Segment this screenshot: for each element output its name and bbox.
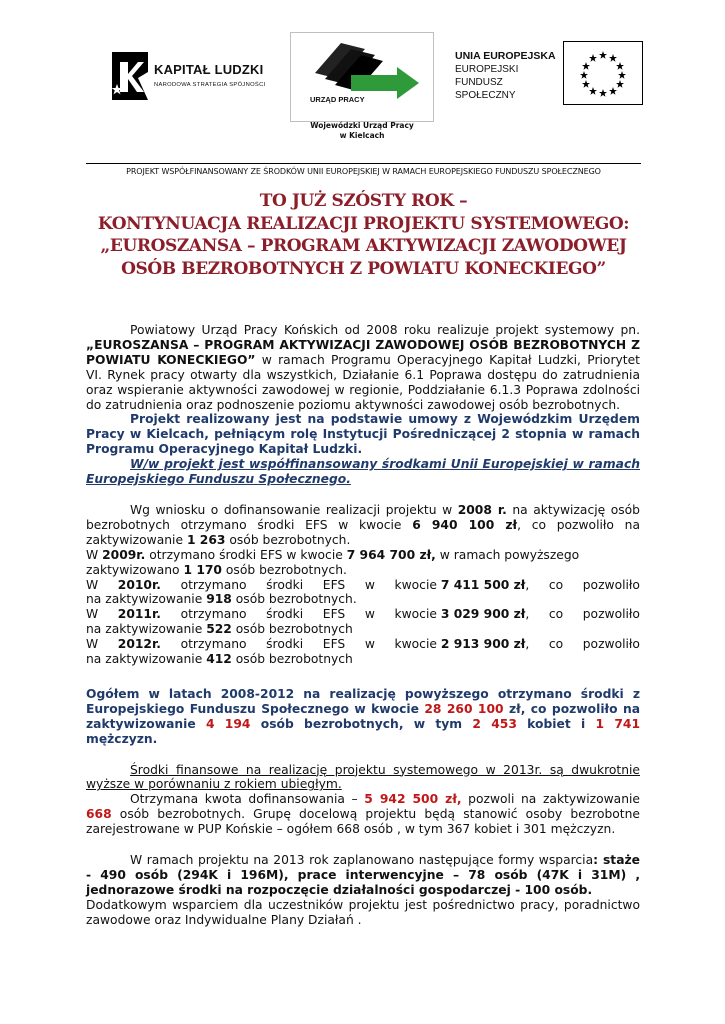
funding-2009-line2 bbox=[86, 563, 640, 578]
funding-2011-pozwolilo: pozwoliło bbox=[582, 607, 640, 622]
funding-2011-text-a: na zaktywizowanie bbox=[86, 622, 207, 637]
funding-2011-otrz: otrzymano bbox=[180, 607, 247, 622]
funding-2010-year: 2010r. bbox=[117, 577, 161, 592]
urzad-pracy-label: URZĄD PRACY bbox=[310, 95, 365, 104]
eu-line3: FUNDUSZ SPOŁECZNY bbox=[455, 77, 516, 101]
funding-2011-line2 bbox=[86, 622, 640, 637]
summary-paragraph bbox=[86, 687, 640, 747]
funding-2011-kw: kwocie bbox=[394, 607, 437, 622]
funding-2010 bbox=[86, 578, 640, 593]
funding-2012-co: co bbox=[548, 637, 564, 652]
kapital-ludzki-logo bbox=[108, 48, 278, 108]
funding-2013-text-a: Otrzymana kwota dofinansowania – bbox=[130, 792, 365, 807]
funding-2012-efs: EFS bbox=[322, 637, 346, 652]
summary-text-e: mężczyzn. bbox=[86, 731, 158, 746]
funding-2010-text-a: na zaktywizowanie bbox=[86, 592, 207, 607]
funding-2010-amount-group bbox=[394, 578, 529, 593]
funding-2009-text-a: W bbox=[86, 547, 103, 562]
funding-2012-text-b: osób bezrobotnych bbox=[231, 652, 353, 667]
funding-2010-otrz: otrzymano bbox=[180, 577, 247, 592]
funding-2011-w: W bbox=[86, 607, 99, 622]
funding-2012-otrz: otrzymano bbox=[180, 637, 247, 652]
funding-2011-co: co bbox=[548, 607, 564, 622]
document-body bbox=[86, 323, 640, 928]
header-divider bbox=[86, 163, 641, 164]
eu-stars-icon bbox=[564, 42, 642, 104]
funding-2009-text-d: zaktywizowano bbox=[86, 562, 184, 577]
funding-2009-text-c: w ramach powyższego bbox=[435, 547, 580, 562]
summary-text-d: kobiet i bbox=[516, 716, 596, 731]
title-line3: „EUROSZANSA – PROGRAM AKTYWIZACJI ZAWODOWEJ bbox=[100, 236, 627, 256]
wup-caption bbox=[290, 121, 434, 141]
kapital-ludzki-title: KAPITAŁ LUDZKI bbox=[154, 62, 264, 77]
kapital-ludzki-subtitle: NARODOWA STRATEGIA SPÓJNOŚCI bbox=[154, 82, 266, 88]
funding-2011-year: 2011r. bbox=[117, 607, 161, 622]
intro-text-a: Powiatowy Urząd Pracy Końskich od 2008 roku realizuje projekt systemowy pn. bbox=[130, 323, 640, 337]
funding-2010-amount: 7 411 500 zł bbox=[440, 577, 526, 592]
funding-2009-year: 2009r. bbox=[102, 547, 146, 562]
funding-2010-comma: , bbox=[525, 577, 530, 592]
funding-2012-people: 412 bbox=[206, 652, 232, 667]
funding-2013-text-b: pozwoli na zaktywizowanie bbox=[461, 792, 640, 807]
funding-2013-paragraph: Środki finansowe na realizację projektu systemowego w 2013r. są dwukrotnie wyższe w porównaniu z rokiem ubiegłym. bbox=[86, 762, 640, 792]
funding-2012-amount-group bbox=[394, 637, 529, 652]
funding-2009-amount: 7 964 700 zł, bbox=[346, 547, 436, 562]
summary-text-c: osób bezrobotnych, w tym bbox=[250, 716, 473, 731]
support-paragraph bbox=[86, 853, 640, 898]
funding-2008 bbox=[86, 503, 640, 548]
funding-2010-co: co bbox=[548, 577, 564, 592]
funding-2013-amount-paragraph bbox=[86, 792, 640, 837]
funding-2008-text-c: , co pozwoliło na zaktywizowanie bbox=[86, 517, 640, 547]
funding-2011-efs: EFS bbox=[322, 607, 346, 622]
summary-men: 1 741 bbox=[595, 716, 641, 731]
funding-2012-line2 bbox=[86, 652, 640, 667]
funding-2012 bbox=[86, 637, 640, 652]
funding-2008-amount: 6 940 100 zł bbox=[412, 517, 518, 532]
funding-2009-text-e: osób bezrobotnych. bbox=[222, 562, 347, 577]
funding-2012-kw: kwocie bbox=[394, 637, 437, 652]
funding-2012-pozwolilo: pozwoliło bbox=[582, 637, 640, 652]
funding-2010-efs: EFS bbox=[322, 577, 346, 592]
funding-2010-kw: kwocie bbox=[394, 577, 437, 592]
summary-text-a: Ogółem w latach 2008-2012 na realizację powyższego otrzymano środki z Europejskiego Funduszu Społecznego w kwocie bbox=[86, 686, 640, 716]
funding-2010-pozwolilo: pozwoliło bbox=[582, 577, 640, 592]
funding-2010-text-b: osób bezrobotnych. bbox=[231, 592, 357, 607]
cofinancing-paragraph: W/w projekt jest współfinansowany środkami Unii Europejskiej w ramach Europejskiego Funduszu Społecznego. bbox=[86, 457, 640, 487]
funding-2012-text-a: na zaktywizowanie bbox=[86, 652, 207, 667]
eu-line2: EUROPEJSKI bbox=[455, 64, 519, 75]
funding-2012-w: W bbox=[86, 637, 99, 652]
funding-2008-text-b: na aktywizację osób bezrobotnych otrzymano środki EFS w kwocie bbox=[86, 502, 640, 532]
funding-2011 bbox=[86, 607, 640, 622]
support-additional: Dodatkowym wsparciem dla uczestników projektu jest pośrednictwo pracy, poradnictwo zawodowe oraz Indywidualne Plany Działań . bbox=[86, 897, 640, 927]
title-line1: TO JUŻ SZÓSTY ROK – bbox=[259, 191, 468, 211]
funding-2013-text-c: osób bezrobotnych. Grupę docelową projektu będą stanowić osoby bezrobotne zarejestrowane w PUP Końskie – ogółem 668 osób , w tym 367 kobiet i 301 mężczyzn. bbox=[86, 807, 640, 837]
urzad-pracy-arrow-icon bbox=[291, 33, 433, 121]
funding-2010-people: 918 bbox=[206, 592, 232, 607]
funding-2011-amount-group bbox=[394, 607, 529, 622]
urzad-pracy-logo bbox=[290, 32, 434, 122]
funding-2012-amount: 2 913 900 zł bbox=[440, 637, 526, 652]
funding-2011-comma: , bbox=[525, 607, 530, 622]
funding-2008-people: 1 263 bbox=[186, 532, 226, 547]
funding-2008-text-a: Wg wniosku o dofinansowanie realizacji projektu w bbox=[130, 502, 458, 517]
eu-fund-text bbox=[455, 50, 565, 102]
funding-2009-text-b: otrzymano środki EFS w kwocie bbox=[145, 547, 347, 562]
funding-2008-year: 2008 r. bbox=[457, 502, 507, 517]
funding-2011-ww: w bbox=[364, 607, 375, 622]
agreement-paragraph: Projekt realizowany jest na podstawie umowy z Wojewódzkim Urzędem Pracy w Kielcach, pełniącym rolę Instytucji Pośredniczącej 2 stopnia w ramach Programu Operacyjnego Kapitał Ludzki. bbox=[86, 412, 640, 457]
kapital-ludzki-emblem-icon bbox=[108, 48, 152, 104]
project-cofinancing-strip: PROJEKT WSPÓŁFINANSOWANY ZE ŚRODKÓW UNII EUROPEJSKIEJ W RAMACH EUROPEJSKIEGO FUNDUSZU SPOŁECZNEGO bbox=[126, 167, 601, 176]
funding-2011-srodki: środki bbox=[266, 607, 304, 622]
funding-2013-amount: 5 942 500 zł, bbox=[364, 792, 462, 807]
funding-2012-year: 2012r. bbox=[117, 637, 161, 652]
funding-2008-text-d: osób bezrobotnych. bbox=[225, 532, 351, 547]
summary-amount: 28 260 100 bbox=[424, 701, 504, 716]
title-line2: KONTYNUACJA REALIZACJI PROJEKTU SYSTEMOWEGO: bbox=[97, 213, 630, 234]
funding-2009 bbox=[86, 548, 640, 563]
funding-2009-people: 1 170 bbox=[183, 562, 222, 577]
funding-2010-w: W bbox=[86, 577, 99, 592]
funding-2011-amount: 3 029 900 zł bbox=[440, 607, 526, 622]
project-name: „EUROSZANSA – PROGRAM AKTYWIZACJI ZAWODOWEJ OSÓB BEZROBOTNYCH Z POWIATU KONECKIEGO” bbox=[86, 337, 640, 367]
funding-2011-people: 522 bbox=[206, 622, 232, 637]
summary-women: 2 453 bbox=[472, 716, 517, 731]
funding-2013-people: 668 bbox=[86, 807, 112, 822]
intro-text-c: w ramach Programu Operacyjnego Kapitał Ludzki, Priorytet VI. Rynek pracy otwarty dla wszystkich, Działanie 6.1 Poprawa dostępu do zatrudnienia oraz wspieranie aktywności zawodowej w regionie, Poddziałanie 6.1.3 Poprawa zdolności do zatrudnienia oraz podnoszenie poziomu aktywności zawodowej osób bezrobotnych. bbox=[86, 352, 640, 412]
eu-flag bbox=[563, 41, 643, 105]
funding-2010-srodki: środki bbox=[266, 577, 304, 592]
page-title bbox=[86, 190, 641, 280]
funding-2011-text-b: osób bezrobotnych bbox=[231, 622, 353, 637]
wup-caption-line1: Wojewódzki Urząd Pracy bbox=[310, 121, 414, 130]
support-forms: : staże - 490 osób (294K i 196M), prace interwencyjne – 78 osób (47K i 31M) , jednorazowe środki na rozpoczęcie działalności gospodarczej - 100 osób. bbox=[86, 853, 640, 897]
funding-2012-comma: , bbox=[525, 637, 530, 652]
summary-people: 4 194 bbox=[205, 716, 251, 731]
funding-2012-srodki: środki bbox=[266, 637, 304, 652]
support-text-a: W ramach projektu na 2013 rok zaplanowano następujące formy wsparcia bbox=[130, 853, 594, 868]
wup-caption-line2: w Kielcach bbox=[339, 131, 385, 140]
title-line4: OSÓB BEZROBOTNYCH Z POWIATU KONECKIEGO” bbox=[121, 258, 606, 279]
funding-2012-ww: w bbox=[364, 637, 375, 652]
funding-2010-ww: w bbox=[364, 577, 375, 592]
funding-2010-line2 bbox=[86, 592, 640, 607]
intro-paragraph bbox=[86, 323, 640, 412]
summary-text-b: zł, co pozwoliło na zaktywizowanie bbox=[86, 701, 640, 731]
eu-line1: UNIA EUROPEJSKA bbox=[455, 50, 556, 62]
